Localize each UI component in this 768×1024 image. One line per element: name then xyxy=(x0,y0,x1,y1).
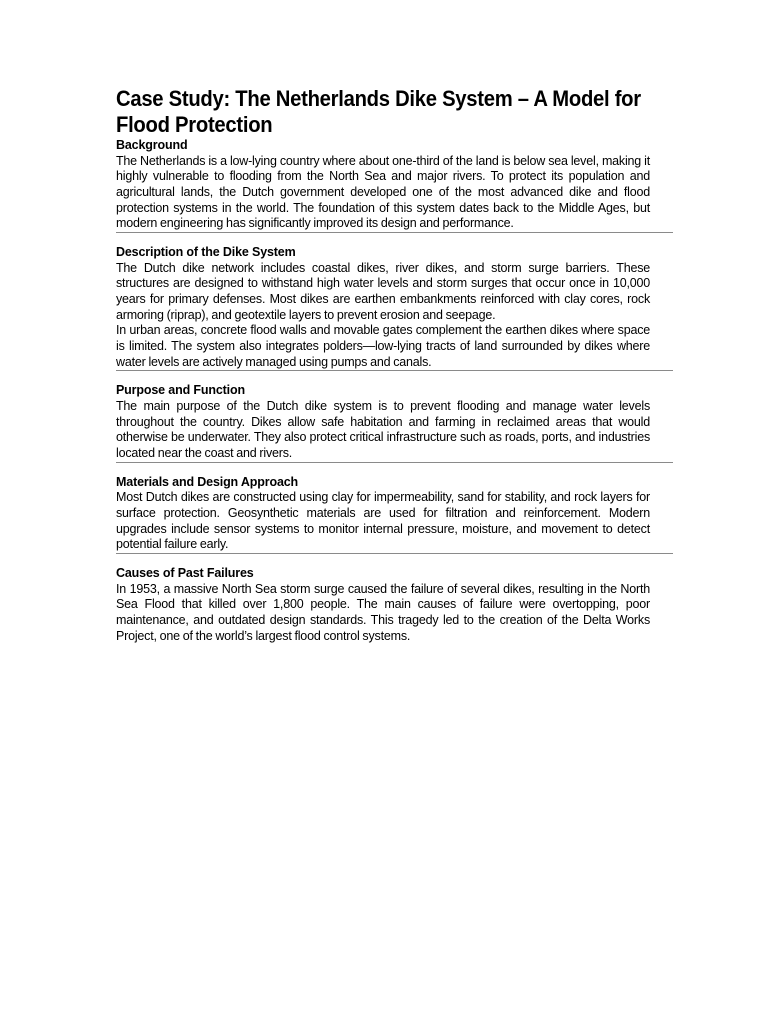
section-divider xyxy=(116,370,673,371)
section-materials xyxy=(116,475,650,553)
section-heading: Background xyxy=(116,138,188,152)
section-paragraph: The main purpose of the Dutch dike system is to prevent flooding and manage water levels throughout the country. Dikes allow safe habitation and farming in reclaimed areas that would otherwise be underwater. They also protect critical infrastructure such as roads, ports, and industries located near the coast and rivers. xyxy=(116,398,650,461)
section-heading: Materials and Design Approach xyxy=(116,474,299,489)
section-paragraph: The Dutch dike network includes coastal dikes, river dikes, and storm surge barriers. These structures are designed to withstand high water levels and storm surges that occur once in 10,000 years for primary defenses. Most dikes are earthen embankments reinforced with clay cores, rock armoring (riprap), and geotextile layers to prevent erosion and seepage. xyxy=(116,260,650,322)
section-heading: Causes of Past Failures xyxy=(116,566,254,581)
section-paragraph: In 1953, a massive North Sea storm surge caused the failure of several dikes, resulting in the North Sea Flood that killed over 1,800 people. The main causes of failure were overtopping, poor maintenance, and outdated design standards. This tragedy led to the creation of the Delta Works Project, one of the world’s largest flood control systems. xyxy=(116,581,650,643)
section-paragraph: Most Dutch dikes are constructed using clay for impermeability, sand for stability, and rock layers for surface protection. Geosynthetic materials are used for filtration and reinforcement. Modern upgrades include sensor systems to monitor internal pressure, moisture, and movement to detect potential failure early. xyxy=(116,490,650,552)
section-divider xyxy=(116,232,673,233)
document-title: Case Study: The Netherlands Dike System – A Model for Flood Protection xyxy=(116,86,641,137)
section-paragraph: The Netherlands is a low-lying country where about one-third of the land is below sea level, making it highly vulnerable to flooding from the North Sea and major rivers. To protect its population and agricultural lands, the Dutch government developed one of the most advanced dike and flood protection systems in the world. The foundation of this system dates back to the Middle Ages, but modern engineering has significantly improved its design and performance. xyxy=(116,153,650,231)
section-background xyxy=(116,138,650,232)
section-paragraph: In urban areas, concrete flood walls and movable gates complement the earthen dikes where space is limited. The system also integrates polders—low-lying tracts of land surrounded by dikes where water levels are actively managed using pumps and canals. xyxy=(116,323,650,369)
section-causes xyxy=(116,566,650,644)
section-purpose xyxy=(116,383,650,461)
section-heading: Purpose and Function xyxy=(116,383,245,398)
section-divider xyxy=(116,462,673,463)
section-divider xyxy=(116,553,673,554)
section-heading: Description of the Dike System xyxy=(116,245,296,260)
section-description xyxy=(116,245,650,370)
document-page xyxy=(116,86,650,644)
